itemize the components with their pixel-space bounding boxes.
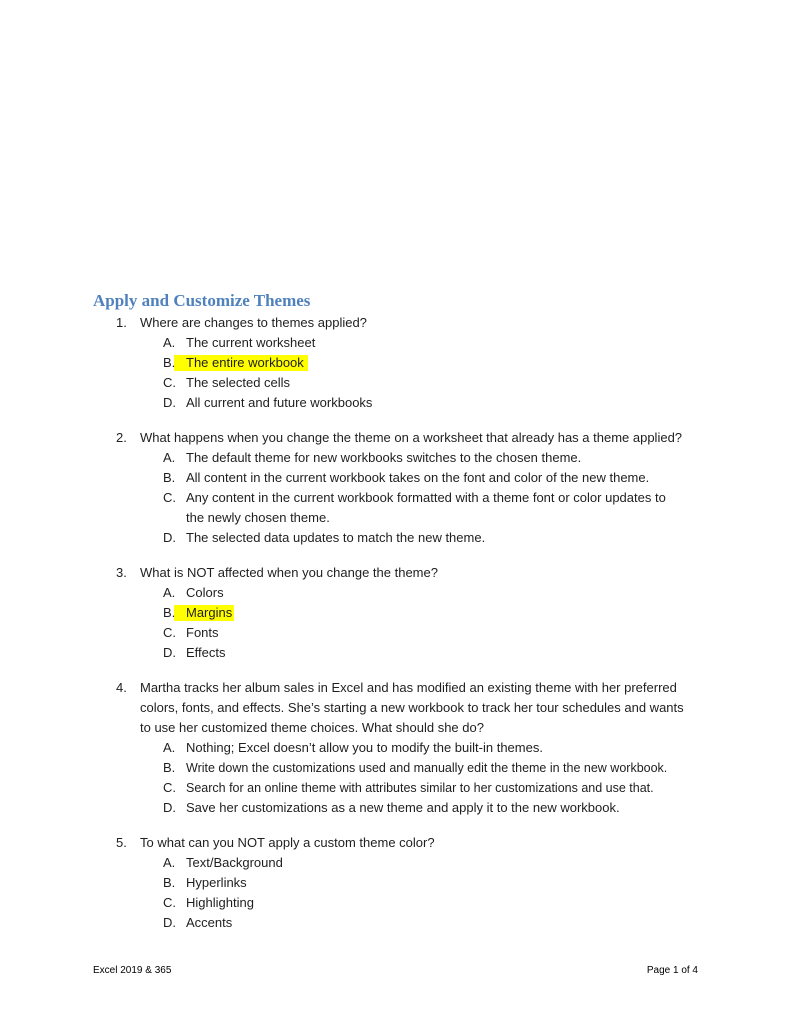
option-a: [0, 738, 791, 758]
question-text: Martha tracks her album sales in Excel and has modified an existing theme with her preferred colors, fonts, and effects. She’s starting a new workbook to track her tour schedules and wants to use her customized theme choices. What should she do?: [140, 680, 684, 735]
option-letter: A.: [163, 855, 176, 870]
question-text: Where are changes to themes applied?: [140, 315, 367, 330]
option-text: Save her customizations as a new theme and apply it to the new workbook.: [186, 800, 620, 815]
option-c: [0, 373, 791, 393]
option-text: Highlighting: [186, 895, 254, 910]
option-letter: D.: [163, 530, 176, 545]
option-letter: A.: [163, 450, 176, 465]
question-4: [0, 678, 791, 818]
option-b-highlighted: [0, 603, 791, 623]
option-c: [0, 778, 791, 798]
option-b: [0, 758, 791, 778]
option-letter: D.: [163, 395, 176, 410]
footer-page-number: Page 1 of 4: [646, 965, 698, 976]
option-letter: A.: [163, 740, 176, 755]
question-number: 3.: [116, 565, 127, 580]
option-d: [0, 643, 791, 663]
question-3: [0, 563, 791, 663]
option-letter: C.: [163, 895, 176, 910]
option-a: [0, 583, 791, 603]
option-d: [0, 528, 791, 548]
question-number: 1.: [116, 315, 127, 330]
question-number: 2.: [116, 430, 127, 445]
option-text: All content in the current workbook takes on the font and color of the new theme.: [186, 470, 650, 485]
option-text: Text/Background: [186, 855, 283, 870]
question-number: 5.: [116, 835, 127, 850]
option-a: [0, 333, 791, 353]
option-d: [0, 393, 791, 413]
question-list: [0, 313, 791, 948]
option-text: Effects: [186, 645, 226, 660]
option-d: [0, 798, 791, 818]
section-heading: Apply and Customize Themes: [93, 291, 311, 310]
option-text: Hyperlinks: [186, 875, 247, 890]
option-letter: C.: [163, 490, 176, 505]
option-letter: B.: [163, 875, 176, 890]
option-text: All current and future workbooks: [186, 395, 373, 410]
option-text: Margins: [186, 605, 233, 620]
footer-left: Excel 2019 & 365: [93, 965, 172, 976]
option-letter: C.: [163, 625, 176, 640]
option-c: [0, 893, 791, 913]
option-text: Nothing; Excel doesn’t allow you to modify the built-in themes.: [186, 740, 543, 755]
option-letter: D.: [163, 645, 176, 660]
question-text: What is NOT affected when you change the theme?: [140, 565, 438, 580]
option-b: [0, 873, 791, 893]
option-letter: C.: [163, 780, 176, 795]
option-a: [0, 853, 791, 873]
option-letter: A.: [163, 335, 176, 350]
option-text: Fonts: [186, 625, 219, 640]
option-text: The entire workbook: [186, 355, 304, 370]
option-text: The selected cells: [186, 375, 291, 390]
option-b-highlighted: [0, 353, 791, 373]
option-letter: B.: [163, 605, 176, 620]
option-text: The default theme for new workbooks switches to the chosen theme.: [186, 450, 582, 465]
question-text: To what can you NOT apply a custom theme color?: [140, 835, 435, 850]
option-letter: A.: [163, 585, 176, 600]
option-d: [0, 913, 791, 933]
option-letter: C.: [163, 375, 176, 390]
option-letter: B.: [163, 760, 176, 775]
option-text: Colors: [186, 585, 224, 600]
question-1: [0, 313, 791, 413]
option-letter: D.: [163, 915, 176, 930]
option-text: Any content in the current workbook formatted with a theme font or color updates to the newly chosen theme.: [186, 490, 666, 525]
option-text: Accents: [186, 915, 233, 930]
option-text: The current worksheet: [186, 335, 316, 350]
option-text: The selected data updates to match the new theme.: [186, 530, 486, 545]
question-number: 4.: [116, 680, 127, 695]
option-letter: B.: [163, 470, 176, 485]
question-5: [0, 833, 791, 933]
option-letter: B.: [163, 355, 176, 370]
option-b: [0, 468, 791, 488]
option-c: [0, 623, 791, 643]
question-2: [0, 428, 791, 548]
option-a: [0, 448, 791, 468]
option-text: Write down the customizations used and manually edit the theme in the new workbook.: [186, 761, 668, 775]
option-letter: D.: [163, 800, 176, 815]
question-text: What happens when you change the theme on a worksheet that already has a theme applied?: [140, 430, 683, 445]
option-text: Search for an online theme with attributes similar to her customizations and use that.: [186, 781, 654, 795]
option-c: [0, 488, 791, 528]
